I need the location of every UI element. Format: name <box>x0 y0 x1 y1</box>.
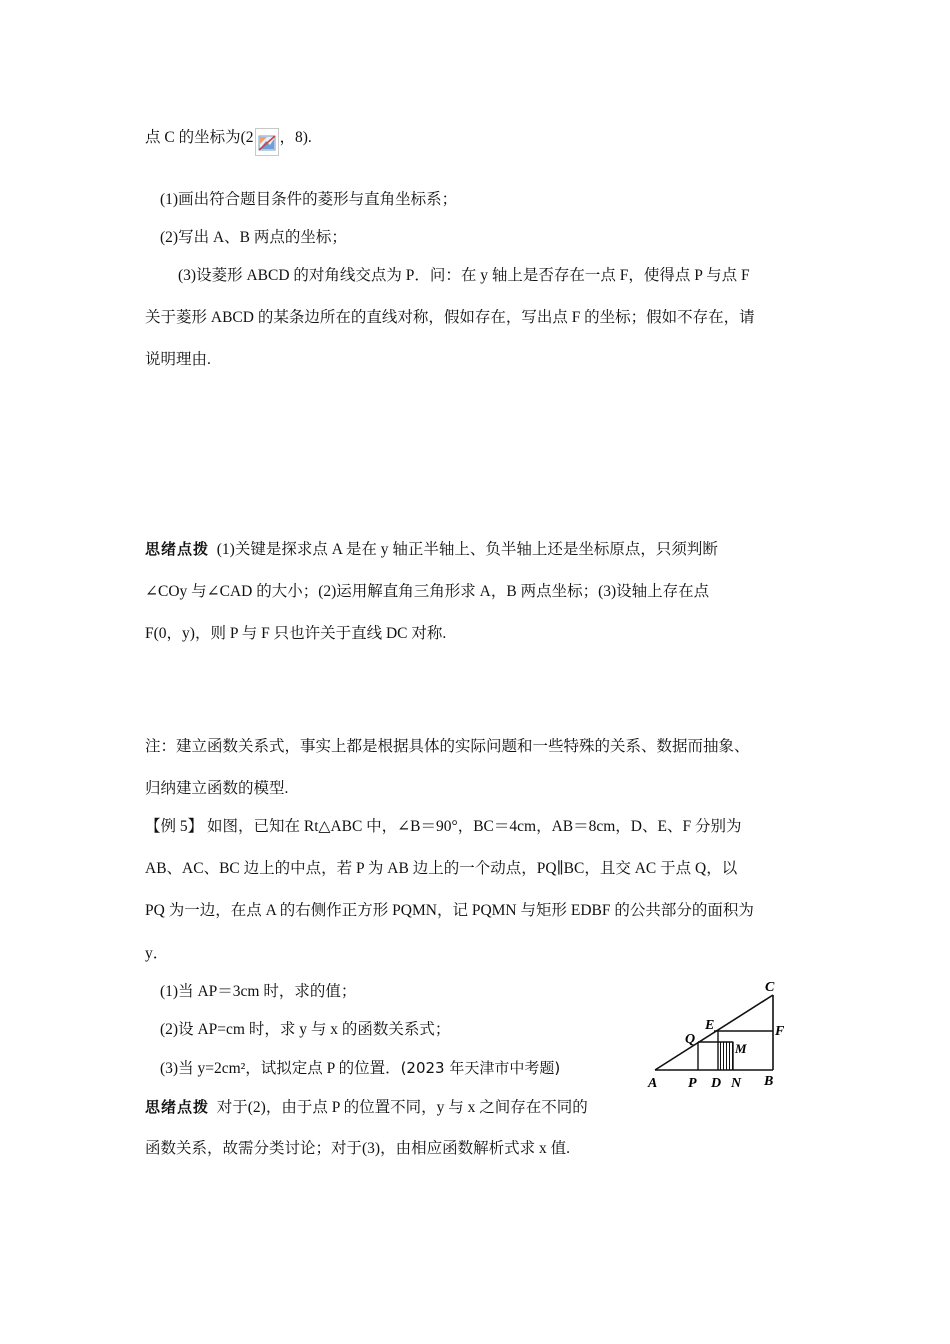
hint-1-label: 思绪点拨 <box>145 540 210 558</box>
problem-intro-suffix: ，8). <box>279 129 312 146</box>
label-b: B <box>764 1074 774 1089</box>
label-q: Q <box>685 1032 696 1047</box>
example-5-question-3 <box>160 1058 560 1079</box>
example-5-line-1: 【例 5】 如图，已知在 Rt△ABC 中，∠B＝90°，BC＝4cm，AB＝8cm，D、E、F 分别为 <box>145 818 742 835</box>
example-5-line-4: y． <box>145 945 169 962</box>
hint-1-text-1: (1)关键是探求点 A 是在 y 轴正半轴上、负半轴上还是坐标原点，只须判断 <box>216 541 718 558</box>
label-p: P <box>688 1076 697 1091</box>
hint-1-line-3: F(0，y)，则 P 与 F 只也许关于直线 DC 对称. <box>145 625 447 642</box>
hint-2-line-2: 函数关系，故需分类讨论；对于(3)，由相应函数解析式求 x 值. <box>145 1140 570 1157</box>
question-3-line-1: (3)设菱形 ABCD 的对角线交点为 P．问：在 y 轴上是否存在一点 F，使得点 P 与点 F <box>178 267 750 284</box>
example-5-question-2: (2)设 AP=cm 时，求 y 与 x 的函数关系式； <box>160 1021 451 1038</box>
geometry-figure-svg <box>645 975 785 1095</box>
label-m: M <box>735 1041 747 1056</box>
hint-1-line-1 <box>145 539 718 560</box>
example-5-source: (2023 年天津市中考题) <box>400 1059 561 1077</box>
question-1: (1)画出符合题目条件的菱形与直角坐标系； <box>160 191 458 208</box>
overlap-region <box>718 1042 733 1070</box>
label-c: C <box>765 980 775 995</box>
label-f: F <box>775 1024 785 1039</box>
hint-2-label: 思绪点拨 <box>145 1098 210 1116</box>
label-d: D <box>711 1076 722 1091</box>
geometry-figure <box>645 975 785 1095</box>
example-5-question-3-text: (3)当 y=2cm²，试拟定点 P 的位置． <box>160 1060 401 1077</box>
note-line-2: 归纳建立函数的模型. <box>145 780 289 797</box>
example-5-line-3: PQ 为一边，在点 A 的右侧作正方形 PQMN，记 PQMN 与矩形 EDBF 的公共部分的面积为 <box>145 902 754 919</box>
label-a: A <box>648 1076 658 1091</box>
note-line-1: 注：建立函数关系式，事实上都是根据具体的实际问题和一些特殊的关系、数据而抽象、 <box>145 738 750 755</box>
hint-1-line-2: ∠COy 与∠CAD 的大小；(2)运用解直角三角形求 A，B 两点坐标；(3)设轴上存在点 <box>145 583 710 600</box>
hint-2-line-1 <box>145 1097 588 1118</box>
example-5-line-2: AB、AC、BC 边上的中点，若 P 为 AB 边上的一个动点，PQ∥BC，且交 AC 于点 Q，以 <box>145 860 738 877</box>
example-5-question-1: (1)当 AP＝3cm 时，求的值； <box>160 983 357 1000</box>
question-3-line-2: 关于菱形 ABCD 的某条边所在的直线对称，假如存在，写出点 F 的坐标；假如不存在，请 <box>145 309 755 326</box>
problem-intro-prefix: 点 C 的坐标为(2 <box>145 129 254 146</box>
question-2: (2)写出 A、B 两点的坐标； <box>160 229 347 246</box>
label-n: N <box>731 1076 742 1091</box>
label-e: E <box>705 1018 715 1033</box>
question-3-line-3: 说明理由. <box>145 351 211 368</box>
broken-image-icon <box>255 128 279 156</box>
hint-2-text-1: 对于(2)，由于点 P 的位置不同，y 与 x 之间存在不同的 <box>216 1099 588 1116</box>
problem-intro-line <box>145 128 312 156</box>
